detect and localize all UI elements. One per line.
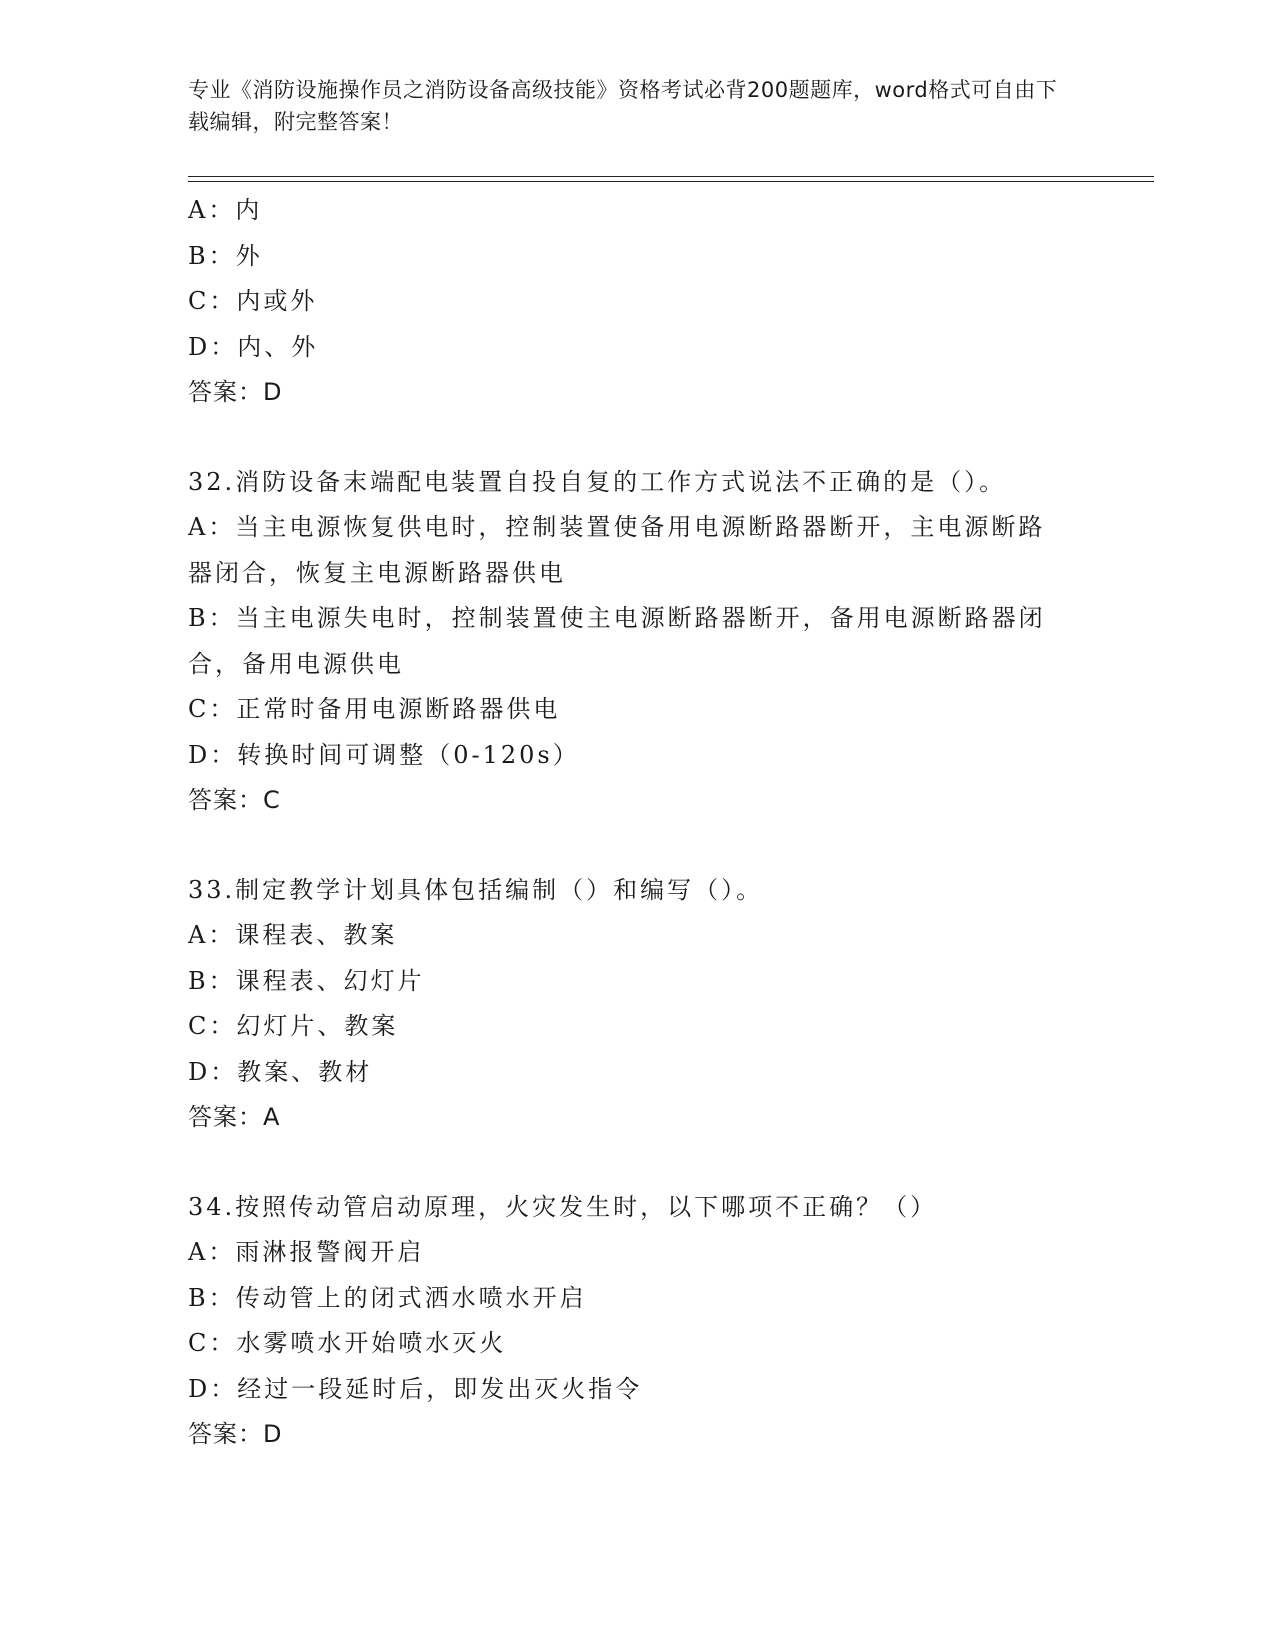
option-d: D：内、外 <box>188 332 319 361</box>
option-a: A：课程表、教案 <box>188 921 398 949</box>
option-d: D：转换时间可调整（0-120s） <box>188 740 580 769</box>
question-31-continued <box>188 188 1088 416</box>
answer: 答案：C <box>188 786 281 814</box>
page-header: 专业《消防设施操作员之消防设备高级技能》资格考试必背200题题库，word格式可自由下载编辑，附完整答案！ <box>188 78 1058 134</box>
spacer <box>188 416 1088 460</box>
question-text: 34.按照传动管启动原理，火灾发生时，以下哪项不正确？（） <box>188 1192 938 1221</box>
option-c: C：内或外 <box>188 287 318 315</box>
option-b: B：传动管上的闭式洒水喷水开启 <box>188 1283 587 1312</box>
header-rule-top <box>188 176 1154 177</box>
question-34 <box>188 1185 1088 1458</box>
spacer <box>188 824 1088 868</box>
option-c: C：幻灯片、教案 <box>188 1012 399 1040</box>
option-b: B：当主电源失电时，控制装置使主电源断路器断开，备用电源断路器闭合，备用电源供电 <box>188 604 1046 678</box>
answer: 答案：D <box>188 1420 283 1448</box>
option-a: A：雨淋报警阀开启 <box>188 1238 425 1266</box>
spacer <box>188 1141 1088 1185</box>
answer: 答案：D <box>188 378 283 406</box>
option-b: B：课程表、幻灯片 <box>188 966 425 995</box>
question-33 <box>188 868 1088 1141</box>
option-d: D：经过一段延时后，即发出灭火指令 <box>188 1374 643 1403</box>
question-32 <box>188 460 1088 824</box>
option-d: D：教案、教材 <box>188 1057 373 1086</box>
option-b: B：外 <box>188 241 263 270</box>
option-a: A：当主电源恢复供电时，控制装置使备用电源断路器断开，主电源断路器闭合，恢复主电源断路器供电 <box>188 513 1046 587</box>
option-c: C：水雾喷水开始喷水灭火 <box>188 1329 507 1357</box>
answer: 答案：A <box>188 1103 281 1131</box>
question-text: 32.消防设备末端配电装置自投自复的工作方式说法不正确的是（）。 <box>188 467 1007 496</box>
question-list <box>188 188 1088 1458</box>
option-a: A：内 <box>188 196 263 224</box>
option-c: C：正常时备用电源断路器供电 <box>188 695 561 723</box>
header-rule-bottom <box>188 181 1154 182</box>
question-text: 33.制定教学计划具体包括编制（）和编写（）。 <box>188 875 764 904</box>
